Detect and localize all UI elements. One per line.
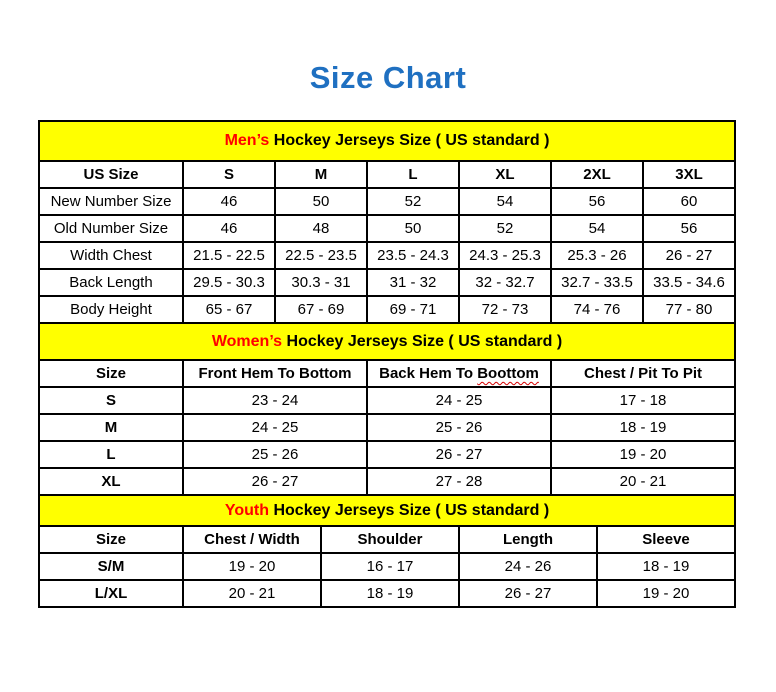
womens-table-row xyxy=(39,414,735,441)
mens-size-value-cell: 60 xyxy=(643,188,735,215)
youth-size-value-cell: 20 - 21 xyxy=(183,580,321,607)
womens-size-value-cell: 19 - 20 xyxy=(551,441,735,468)
youth-column-header: Shoulder xyxy=(321,526,459,553)
womens-size-value-cell: 18 - 19 xyxy=(551,414,735,441)
youth-column-header: Sleeve xyxy=(597,526,735,553)
mens-size-value-cell: 31 - 32 xyxy=(367,269,459,296)
womens-size-value-cell: 24 - 25 xyxy=(183,414,367,441)
mens-row-label-cell: New Number Size xyxy=(39,188,183,215)
mens-row-label-cell: Back Length xyxy=(39,269,183,296)
mens-title-text: Hockey Jerseys Size ( US standard ) xyxy=(269,132,550,149)
mens-column-header: S xyxy=(183,161,275,188)
womens-column-header: Front Hem To Bottom xyxy=(183,360,367,387)
womens-size-value-cell: 17 - 18 xyxy=(551,387,735,414)
mens-size-value-cell: 25.3 - 26 xyxy=(551,242,643,269)
mens-title-highlight: Men’s xyxy=(224,132,270,149)
mens-size-value-cell: 46 xyxy=(183,188,275,215)
womens-column-header: Size xyxy=(39,360,183,387)
mens-size-value-cell: 52 xyxy=(459,215,551,242)
womens-size-value-cell: 20 - 21 xyxy=(551,468,735,495)
mens-size-table xyxy=(38,120,736,324)
youth-size-value-cell: 18 - 19 xyxy=(321,580,459,607)
mens-size-value-cell: 67 - 69 xyxy=(275,296,367,323)
mens-size-value-cell: 52 xyxy=(367,188,459,215)
womens-table-title xyxy=(39,323,735,360)
youth-size-value-cell: 19 - 20 xyxy=(183,553,321,580)
womens-row-label-cell: M xyxy=(39,414,183,441)
womens-row-label-cell: S xyxy=(39,387,183,414)
mens-size-value-cell: 48 xyxy=(275,215,367,242)
womens-column-header: Chest / Pit To Pit xyxy=(551,360,735,387)
mens-size-value-cell: 74 - 76 xyxy=(551,296,643,323)
mens-size-value-cell: 21.5 - 22.5 xyxy=(183,242,275,269)
mens-column-header: XL xyxy=(459,161,551,188)
mens-table-row xyxy=(39,242,735,269)
womens-size-value-cell: 23 - 24 xyxy=(183,387,367,414)
youth-size-value-cell: 16 - 17 xyxy=(321,553,459,580)
size-chart-tables xyxy=(38,120,738,608)
womens-table-row xyxy=(39,387,735,414)
mens-size-value-cell: 29.5 - 30.3 xyxy=(183,269,275,296)
womens-table-row xyxy=(39,468,735,495)
mens-table-row xyxy=(39,269,735,296)
youth-table-row xyxy=(39,580,735,607)
mens-size-value-cell: 50 xyxy=(275,188,367,215)
mens-size-value-cell: 46 xyxy=(183,215,275,242)
womens-table-row xyxy=(39,441,735,468)
youth-size-value-cell: 24 - 26 xyxy=(459,553,597,580)
youth-size-value-cell: 18 - 19 xyxy=(597,553,735,580)
womens-size-value-cell: 25 - 26 xyxy=(367,414,551,441)
mens-column-header: 3XL xyxy=(643,161,735,188)
mens-size-value-cell: 56 xyxy=(643,215,735,242)
mens-column-header: 2XL xyxy=(551,161,643,188)
misspelled-word-squiggle: Boottom xyxy=(477,365,539,382)
mens-column-header: M xyxy=(275,161,367,188)
mens-row-label-cell: Body Height xyxy=(39,296,183,323)
mens-size-value-cell: 54 xyxy=(459,188,551,215)
womens-row-label-cell: L xyxy=(39,441,183,468)
youth-title-text: Hockey Jerseys Size ( US standard ) xyxy=(269,501,550,519)
mens-size-value-cell: 77 - 80 xyxy=(643,296,735,323)
mens-table-row xyxy=(39,215,735,242)
mens-table-row xyxy=(39,188,735,215)
womens-column-header xyxy=(367,360,551,387)
page-title: Size Chart xyxy=(309,60,467,95)
youth-title-highlight: Youth xyxy=(224,501,270,519)
youth-column-header: Length xyxy=(459,526,597,553)
womens-size-value-cell: 27 - 28 xyxy=(367,468,551,495)
mens-size-value-cell: 33.5 - 34.6 xyxy=(643,269,735,296)
mens-size-value-cell: 23.5 - 24.3 xyxy=(367,242,459,269)
mens-size-value-cell: 54 xyxy=(551,215,643,242)
youth-size-table xyxy=(38,494,736,608)
mens-row-label-cell: Old Number Size xyxy=(39,215,183,242)
womens-size-value-cell: 26 - 27 xyxy=(183,468,367,495)
mens-column-header: US Size xyxy=(39,161,183,188)
mens-size-value-cell: 69 - 71 xyxy=(367,296,459,323)
mens-table-row xyxy=(39,296,735,323)
mens-row-label-cell: Width Chest xyxy=(39,242,183,269)
mens-table-title xyxy=(39,121,735,161)
mens-size-value-cell: 24.3 - 25.3 xyxy=(459,242,551,269)
womens-title-text: Hockey Jerseys Size ( US standard ) xyxy=(282,332,563,350)
youth-size-value-cell: 26 - 27 xyxy=(459,580,597,607)
mens-size-value-cell: 50 xyxy=(367,215,459,242)
womens-size-value-cell: 24 - 25 xyxy=(367,387,551,414)
mens-size-value-cell: 32 - 32.7 xyxy=(459,269,551,296)
youth-row-label-cell: L/XL xyxy=(39,580,183,607)
mens-size-value-cell: 32.7 - 33.5 xyxy=(551,269,643,296)
mens-size-value-cell: 30.3 - 31 xyxy=(275,269,367,296)
mens-size-value-cell: 65 - 67 xyxy=(183,296,275,323)
mens-size-value-cell: 56 xyxy=(551,188,643,215)
youth-column-header: Chest / Width xyxy=(183,526,321,553)
youth-row-label-cell: S/M xyxy=(39,553,183,580)
mens-size-value-cell: 26 - 27 xyxy=(643,242,735,269)
youth-size-value-cell: 19 - 20 xyxy=(597,580,735,607)
womens-row-label-cell: XL xyxy=(39,468,183,495)
mens-size-value-cell: 72 - 73 xyxy=(459,296,551,323)
womens-size-table xyxy=(38,322,736,496)
womens-title-highlight: Women’s xyxy=(211,332,283,350)
womens-size-value-cell: 25 - 26 xyxy=(183,441,367,468)
youth-column-header: Size xyxy=(39,526,183,553)
womens-size-value-cell: 26 - 27 xyxy=(367,441,551,468)
youth-table-title xyxy=(39,495,735,526)
mens-size-value-cell: 22.5 - 23.5 xyxy=(275,242,367,269)
youth-table-row xyxy=(39,553,735,580)
mens-column-header: L xyxy=(367,161,459,188)
womens-column-header-text: Back Hem To xyxy=(379,365,478,382)
